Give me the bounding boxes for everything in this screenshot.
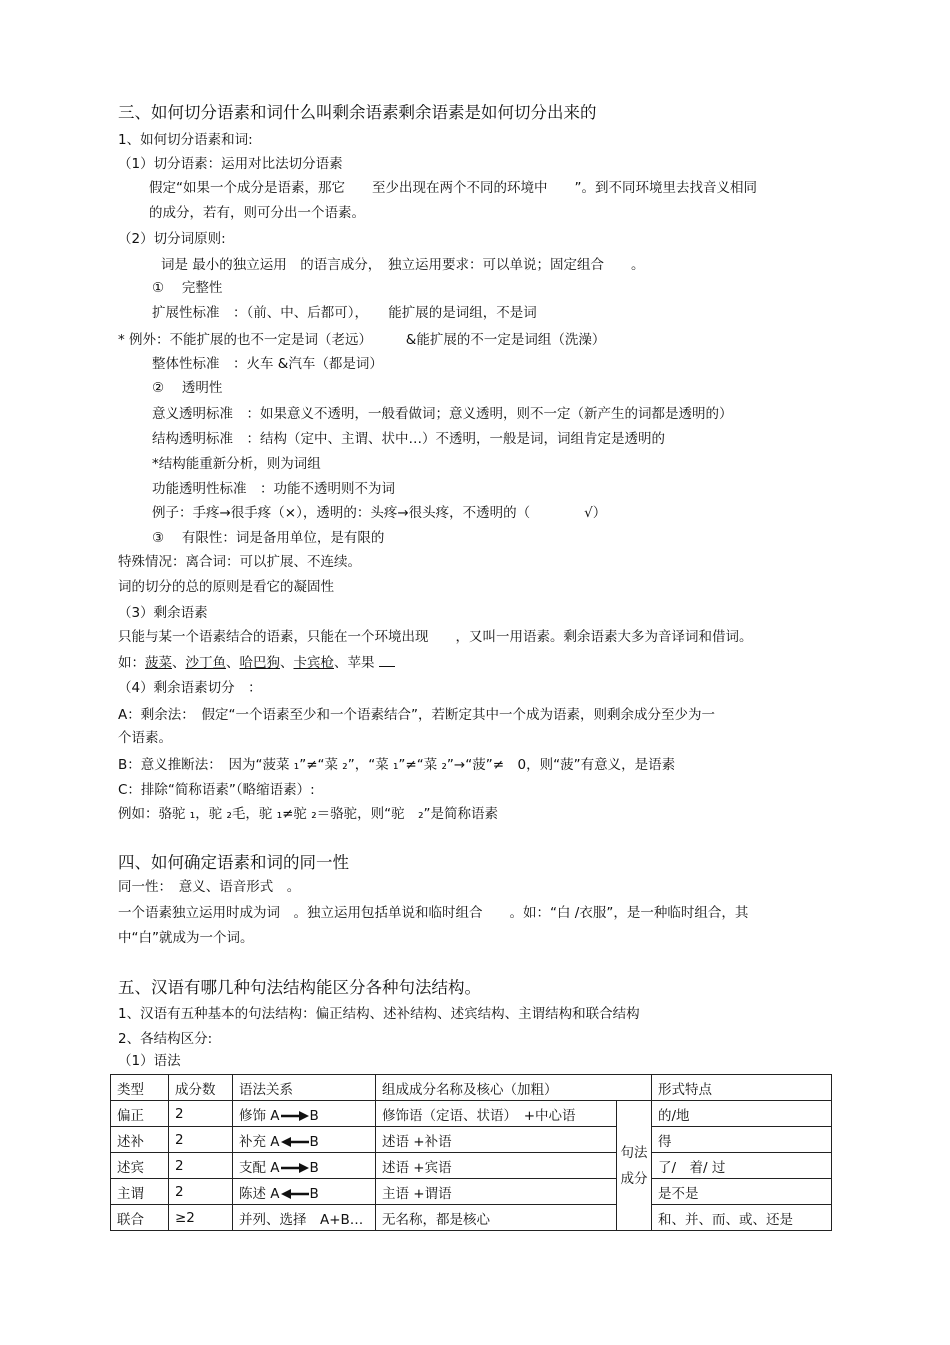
text-line: 特殊情况：离合词：可以扩展、不连续。: [118, 554, 361, 570]
type-cell: 主谓: [111, 1179, 169, 1205]
type-cell: 偏正: [111, 1101, 169, 1127]
header-cell: 类型: [111, 1075, 169, 1101]
relation-label: 陈述 A: [239, 1185, 280, 1202]
type-cell: 述宾: [111, 1153, 169, 1179]
form-cell: 是不是: [652, 1179, 832, 1205]
count-cell: ≥2: [169, 1205, 233, 1231]
relation-cell: [233, 1179, 376, 1205]
text-span: 、苹果: [334, 655, 375, 671]
text-line: 意义透明标准 ：如果意义不透明，一般看做词；意义透明，则不一定（新产生的词都是透明的）: [152, 406, 733, 422]
relation-target: B: [309, 1159, 319, 1176]
arrow-left-icon: [281, 1137, 309, 1147]
relation-label: 补充 A: [239, 1133, 280, 1150]
table-row: [111, 1179, 832, 1205]
text-line: 结构透明标准 ：结构（定中、主谓、状中…）不透明，一般是词，词组肯定是透明的: [152, 431, 665, 447]
text-line: （3）剩余语素: [118, 605, 208, 621]
header-cell: 语法关系: [233, 1075, 376, 1101]
text-line: 整体性标准 ：火车 &汽车（都是词）: [152, 356, 383, 372]
text-line: 例如：骆驼 ₁，驼 ₂毛，驼 ₁≠驼 ₂＝骆驼，则“驼 ₂”是简称语素: [118, 806, 499, 822]
relation-cell: [233, 1127, 376, 1153]
table-row: [111, 1205, 832, 1231]
form-cell: 得: [652, 1127, 832, 1153]
text-line: 词的切分的总的原则是看它的凝固性: [118, 579, 334, 595]
text-span: 如：: [118, 655, 145, 671]
vertical-label-cell: 句法成分: [617, 1101, 652, 1231]
table-row: [111, 1153, 832, 1179]
separator: 、: [226, 655, 240, 671]
example-line: [118, 652, 395, 673]
section-5-title: 五、汉语有哪几种句法结构能区分各种句法结构。: [118, 978, 481, 997]
example-word: 沙丁鱼: [185, 655, 226, 671]
arrow-left-icon: [281, 1189, 309, 1199]
text-line: *结构能重新分析，则为词组: [152, 456, 321, 472]
count-cell: 2: [169, 1127, 233, 1153]
example-word: 卡宾枪: [293, 655, 334, 671]
relation-target: B: [309, 1185, 319, 1202]
text-line: 个语素。: [118, 730, 172, 746]
arrow-right-icon: [281, 1111, 309, 1121]
count-cell: 2: [169, 1179, 233, 1205]
table-header-row: [111, 1075, 832, 1101]
text-line: * 例外：不能扩展的也不一定是词（老远） &能扩展的不一定是词组（洗澡）: [118, 332, 606, 348]
type-cell: 述补: [111, 1127, 169, 1153]
text-line: 1、汉语有五种基本的句法结构：偏正结构、述补结构、述宾结构、主谓结构和联合结构: [118, 1006, 640, 1022]
text-line: 2、各结构区分:: [118, 1031, 213, 1047]
separator: 、: [280, 655, 294, 671]
header-cell: 组成成分名称及核心（加粗）: [376, 1075, 652, 1101]
text-line: （4）剩余语素切分 ：: [118, 680, 262, 696]
text-line: （1）语法: [118, 1053, 181, 1069]
text-line: 例子：手疼→很手疼（×），透明的：头疼→很头疼，不透明的（ √）: [152, 505, 607, 521]
relation-label: 修饰 A: [239, 1107, 280, 1124]
arrow-right-icon: [281, 1163, 309, 1173]
text-line: 功能透明性标准 ：功能不透明则不为词: [152, 481, 395, 497]
text-line: 只能与某一个语素结合的语素，只能在一个环境出现 ，又叫一用语素。剩余语素大多为音译词和借词。: [118, 629, 753, 645]
table-row: [111, 1127, 832, 1153]
form-cell: 了/ 着/ 过: [652, 1153, 832, 1179]
relation-cell: [233, 1153, 376, 1179]
text-line: ③ 有限性：词是备用单位，是有限的: [152, 530, 385, 546]
text-line: 扩展性标准 ：（前、中、后都可）， 能扩展的是词组，不是词: [152, 305, 537, 321]
text-line: （2）切分词原则:: [118, 231, 226, 247]
text-line: 1、如何切分语素和词:: [118, 132, 253, 148]
form-cell: 和、并、而、或、还是: [652, 1205, 832, 1231]
text-line: （1）切分语素：运用对比法切分语素: [118, 156, 343, 172]
text-line: A：剩余法： 假定“一个语素至少和一个语素结合”，若断定其中一个成为语素，则剩余成分至少为一: [118, 707, 715, 723]
parts-cell: 主语 +谓语: [376, 1179, 617, 1205]
text-line: 一个语素独立运用时成为词 。独立运用包括单说和临时组合 。如：“白 /衣服”，是一种临时组合，其: [118, 905, 749, 921]
blank-underline: [379, 652, 395, 667]
text-line: 的成分，若有，则可分出一个语素。: [149, 205, 365, 221]
form-cell: 的/地: [652, 1101, 832, 1127]
text-line: B：意义推断法： 因为“菠菜 ₁”≠“菜 ₂”，“菜 ₁”≠“菜 ₂”→“菠”≠ 0，则“菠”有意义，是语素: [118, 757, 676, 773]
relation-cell: [233, 1101, 376, 1127]
parts-cell: 无名称，都是核心: [376, 1205, 617, 1231]
text-line: 假定“如果一个成分是语素，那它 至少出现在两个不同的环境中 ”。到不同环境里去找音义相同: [149, 180, 757, 196]
table-row: [111, 1101, 832, 1127]
text-line: ② 透明性: [152, 380, 223, 396]
relation-cell: 并列、选择 A+B…: [233, 1205, 376, 1231]
count-cell: 2: [169, 1153, 233, 1179]
structure-table: [110, 1074, 832, 1231]
text-line: C：排除“简称语素”（略缩语素）:: [118, 782, 315, 798]
text-line: 中“白”就成为一个词。: [118, 930, 254, 946]
parts-cell: 述语 +宾语: [376, 1153, 617, 1179]
section-4-title: 四、如何确定语素和词的同一性: [118, 853, 349, 872]
relation-label: 支配 A: [239, 1159, 280, 1176]
separator: 、: [172, 655, 186, 671]
parts-cell: 修饰语（定语、状语） +中心语: [376, 1101, 617, 1127]
header-cell: 成分数: [169, 1075, 233, 1101]
relation-target: B: [309, 1107, 319, 1124]
parts-cell: 述语 +补语: [376, 1127, 617, 1153]
type-cell: 联合: [111, 1205, 169, 1231]
section-3-title: 三、如何切分语素和词什么叫剩余语素剩余语素是如何切分出来的: [118, 103, 597, 122]
example-word: 菠菜: [145, 655, 172, 671]
relation-target: B: [309, 1133, 319, 1150]
count-cell: 2: [169, 1101, 233, 1127]
text-line: 同一性： 意义、语音形式 。: [118, 879, 301, 895]
example-word: 哈巴狗: [239, 655, 280, 671]
header-cell: 形式特点: [652, 1075, 832, 1101]
text-line: ① 完整性: [152, 280, 223, 296]
text-line: 词是 最小的独立运用 的语言成分， 独立运用要求：可以单说；固定组合 。: [161, 257, 645, 273]
